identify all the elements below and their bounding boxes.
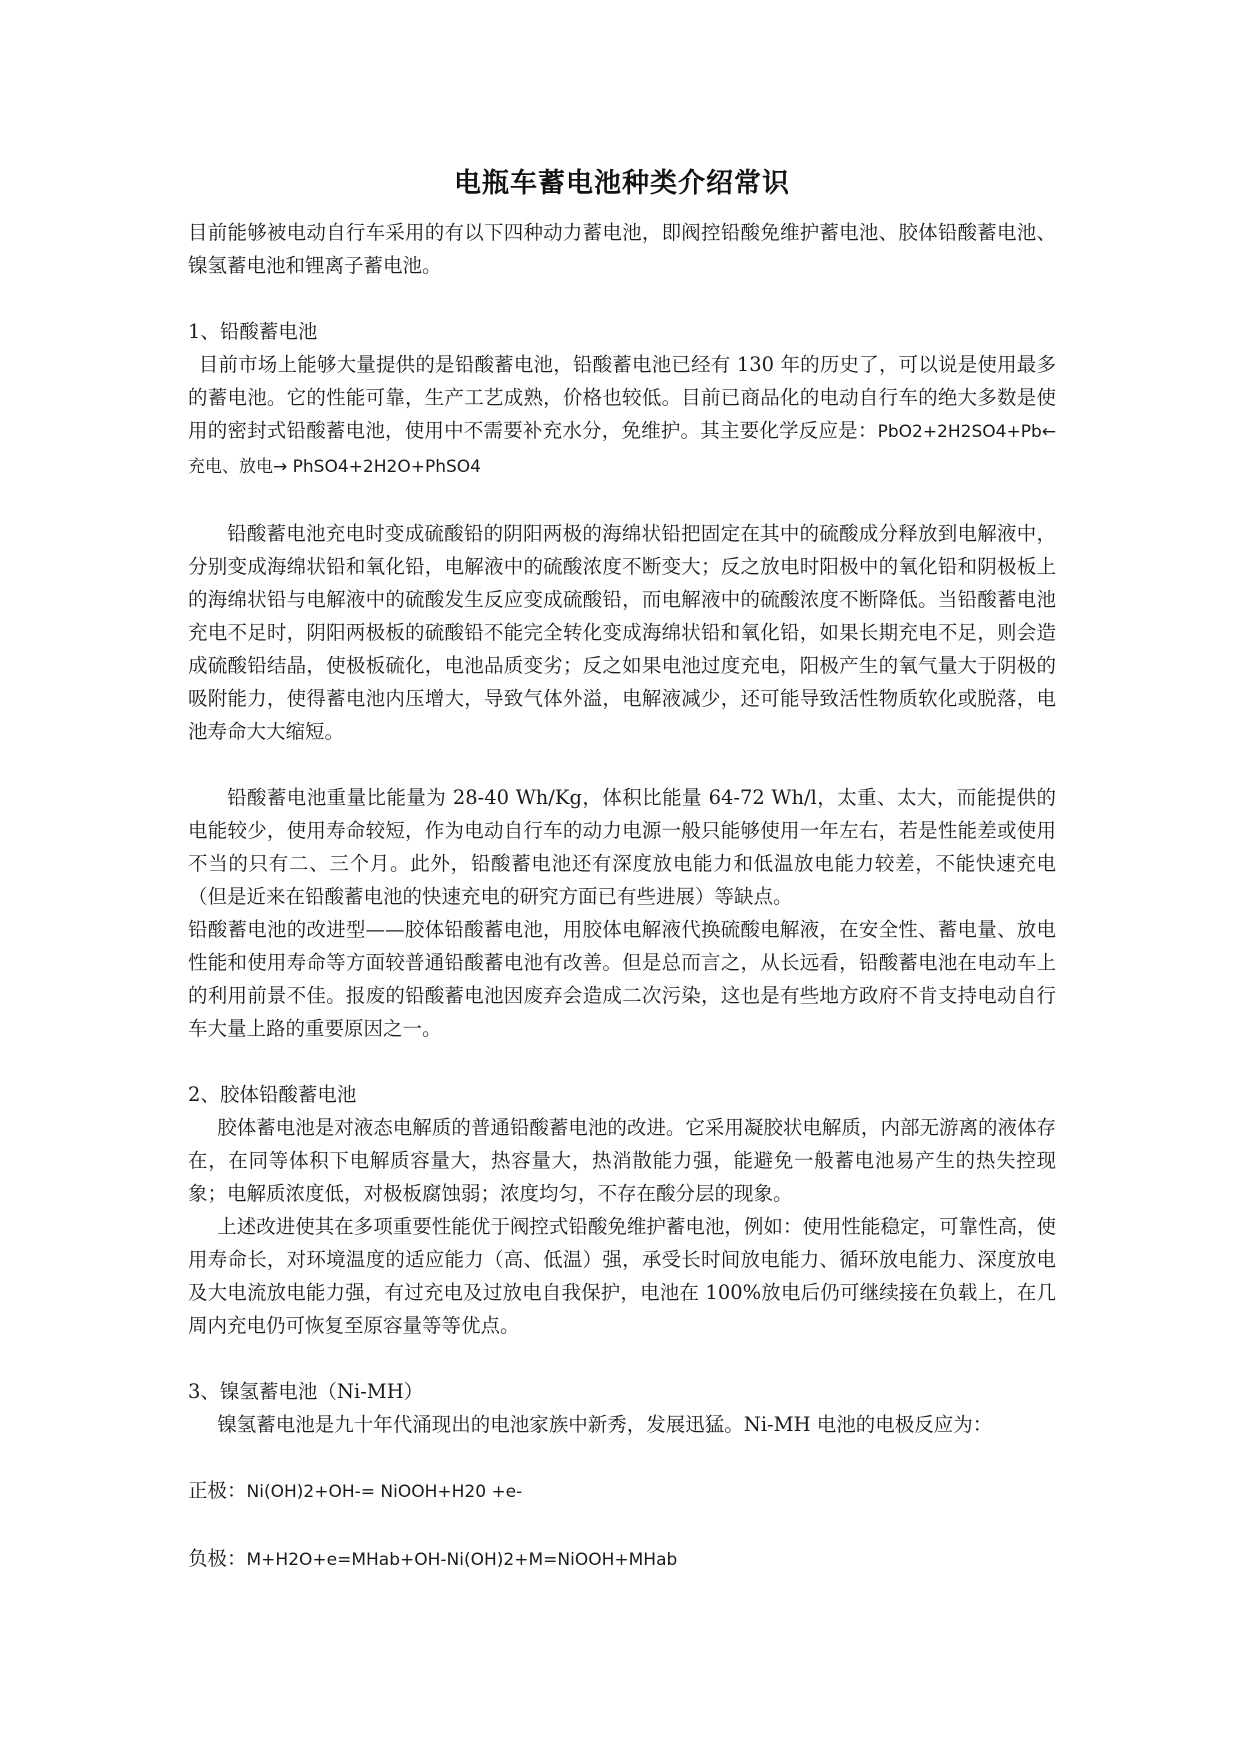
negative-electrode-formula: M+H2O+e=MHab+OH-Ni(OH)2+M=NiOOH+MHab [246,1550,678,1570]
positive-electrode-formula: Ni(OH)2+OH-= NiOOH+H20 +e- [246,1482,523,1502]
spacer [188,1441,1056,1474]
document-body [188,160,1056,1577]
intro-paragraph: 目前能够被电动自行车采用的有以下四种动力蓄电池，即阀控铅酸免维护蓄电池、胶体铅酸蓄电池、镍氢蓄电池和锂离子蓄电池。 [188,221,1056,277]
spacer [188,748,1056,781]
document-title: 电瓶车蓄电池种类介绍常识 [454,168,790,199]
section3-paragraph-1: 镍氢蓄电池是九十年代涌现出的电池家族中新秀，发展迅猛。Ni-MH 电池的电极反应为： [217,1413,993,1436]
negative-electrode-label: 负极： [188,1547,247,1570]
section1-paragraph-1-text: 目前市场上能够大量提供的是铅酸蓄电池，铅酸蓄电池已经有 130 年的历史了，可以说是使用最多的蓄电池。它的性能可靠，生产工艺成熟，价格也较低。目前已商品化的电动自行车的绝大多数是使用的密封式铅酸蓄电池，使用中不需要补充水分，免维护。其主要化学反应是： [188,353,1056,442]
spacer [188,282,1056,315]
section2-heading: 2、胶体铅酸蓄电池 [188,1083,357,1106]
positive-electrode-line [188,1474,1056,1509]
section2-paragraph-2: 上述改进使其在多项重要性能优于阀控式铅酸免维护蓄电池，例如：使用性能稳定，可靠性高，使用寿命长，对环境温度的适应能力（高、低温）强，承受长时间放电能力、循环放电能力、深度放电及大电流放电能力强，有过充电及过放电自我保护，电池在 100%放电后仍可继续接在负载上，在几周内充电仍可恢复至原容量等等优点。 [188,1215,1056,1337]
positive-electrode-label: 正极： [188,1479,247,1502]
section2-paragraph-1: 胶体蓄电池是对液态电解质的普通铅酸蓄电池的改进。它采用凝胶状电解质，内部无游离的液体存在，在同等体积下电解质容量大，热容量大，热消散能力强，能避免一般蓄电池易产生的热失控现象；电解质浓度低，对极板腐蚀弱；浓度均匀，不存在酸分层的现象。 [188,1116,1056,1205]
section1-paragraph-4: 铅酸蓄电池的改进型——胶体铅酸蓄电池，用胶体电解液代换硫酸电解液，在安全性、蓄电量、放电性能和使用寿命等方面较普通铅酸蓄电池有改善。但是总而言之，从长远看，铅酸蓄电池在电动车上的利用前景不佳。报废的铅酸蓄电池因废弃会造成二次污染，这也是有些地方政府不肯支持电动自行车大量上路的重要原因之一。 [188,918,1056,1040]
section1-heading: 1、铅酸蓄电池 [188,320,318,343]
negative-electrode-line [188,1542,1056,1577]
spacer [188,1509,1056,1542]
section3-heading: 3、镍氢蓄电池（Ni-MH） [188,1380,424,1403]
spacer [188,1045,1056,1078]
section1-paragraph-3: 铅酸蓄电池重量比能量为 28-40 Wh/Kg，体积比能量 64-72 Wh/l，太重、太大，而能提供的电能较少，使用寿命较短，作为电动自行车的动力电源一般只能够使用一年左右，若是性能差或使用不当的只有二、三个月。此外，铅酸蓄电池还有深度放电能力和低温放电能力较差，不能快速充电（但是近来在铅酸蓄电池的快速充电的研究方面已有些进展）等缺点。 [188,786,1056,908]
lead-acid-reaction-formula: PbO2+2H2SO4+Pb←充电、放电→ PhSO4+2H2O+PhSO4 [188,422,1056,477]
spacer [188,1342,1056,1375]
spacer [188,484,1056,517]
section1-paragraph-1 [188,348,1056,484]
section1-paragraph-2: 铅酸蓄电池充电时变成硫酸铅的阴阳两极的海绵状铅把固定在其中的硫酸成分释放到电解液中，分别变成海绵状铅和氧化铅，电解液中的硫酸浓度不断变大；反之放电时阳极中的氧化铅和阴极板上的海绵状铅与电解液中的硫酸发生反应变成硫酸铅，而电解液中的硫酸浓度不断降低。当铅酸蓄电池充电不足时，阴阳两极板的硫酸铅不能完全转化变成海绵状铅和氧化铅，如果长期充电不足，则会造成硫酸铅结晶，使极板硫化，电池品质变劣；反之如果电池过度充电，阳极产生的氧气量大于阴极的吸附能力，使得蓄电池内压增大，导致气体外溢，电解液减少，还可能导致活性物质软化或脱落，电池寿命大大缩短。 [188,522,1056,743]
